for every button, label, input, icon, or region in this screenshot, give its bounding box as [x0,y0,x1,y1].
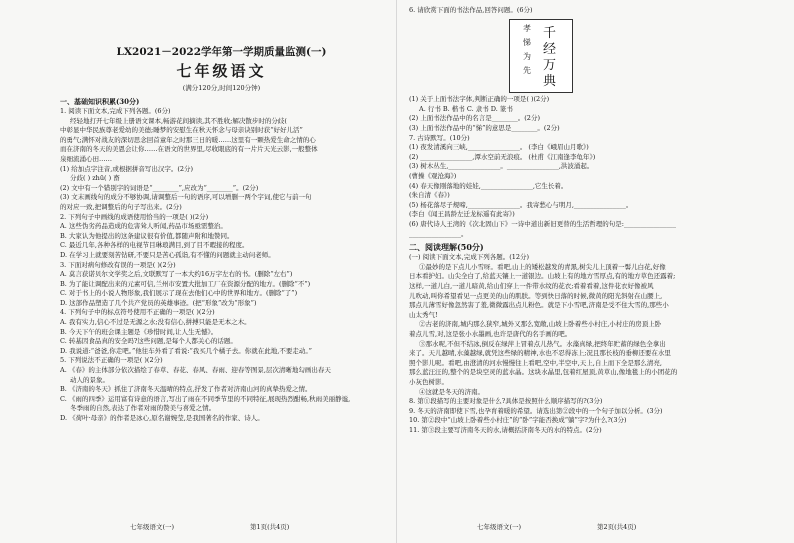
question-line: 4. 下列句子中的标点符号使用不正确的一项是( )(2分) [60,308,215,317]
question-line: A. 我有实力,信心不过是无源之水;没有信心,拼搏只能是无本之木。 [60,318,251,327]
question-line: A. 这些伪劣药品造成的危害耸人听闻,药品市场亟需整治。 [60,222,227,231]
question-line: 10. 第②段中“山坡上卧着些小村庄”的“卧”字能否换成“躺”字?为什么?(3分) [409,416,627,425]
question-line: (3) 上面书法作品中的“悌”的意思是________。(2分) [409,124,560,133]
calligraphy-image [513,23,569,89]
question-line: 7. 古诗默写。(10分) [409,133,470,142]
question-line: 经轻地打开七年级上册语文课本,畅游花间摘读,其不胜收;解决散步时的分歧( [70,116,287,125]
question-line: (4) 春天像刚落地的娃娃,________________,它生长着。 [409,181,568,190]
calligraphy-char: 千 [543,26,557,42]
passage-line: ③那水呢,不但不结冰,倒反在绿萍上冒着点儿热气。水藻真绿,把终年贮蓄的绿色全拿出 [419,339,666,348]
question-line: 11. 第③段主要写济南冬天的水,请概括济南冬天的水的特点。(2分) [409,425,602,434]
question-line: (5) 杨花落尽子规啼,________________。我寄愁心与明月,________________。 [409,200,633,209]
question-line: (1) 关于上面书法字体,判断正确的一项是( )(2分) [409,95,550,104]
question-line: (3) 树木丛生,________________。________________,洪波涌起。 [409,162,594,171]
passage-line: ②古老的济南,城内那么狭窄,城外又那么宽敞,山坡上卧着些小村庄,小村庄的房顶上卧 [419,320,662,329]
calligraphy-char: 典 [543,74,557,90]
footer-subject: 七年级语文(一) [130,523,175,531]
footer-subject: 七年级语文(一) [477,523,522,531]
question-line: (一) 阅读下面文本,完成下列各题。(12分) [409,253,530,262]
calligraphy-char: 悌 [523,38,531,48]
question-line: C. 《雨的四季》运用富有诗意的语言,写出了雨在不同季节里的不同特征,展现热烈酣畅,秋雨美丽静谧, [60,394,351,403]
passage-line: 照个影儿呢。看吧,由澄清的河水慢慢往上看吧,空中,半空中,天上,自上而下全是那么清亮, [409,358,662,367]
passage-line: 这样,一道儿白,一道儿暗黄,给山们穿上一件带水纹的花衣;看着看着,这件花衣好像被风 [409,281,654,290]
question-line: (李白《闻王昌龄左迁龙标遥有此寄》) [409,210,515,219]
question-line: B. 今天下午的班会课主题是《珍惜时间,让人生无憾》。 [60,327,218,336]
footer-page: 第2页(共4页) [597,523,637,531]
passage-line: 那点儿薄雪好像忽然害了羞,微微露出点儿粉色。就是下小雪吧,济南是受不住大雪的,那些小 [409,301,669,310]
passage-line: 日本看护妇。山尖全白了,给蓝天镶上一道银边。山坡上有的地方雪厚点,有的地方草色还露着; [409,272,676,281]
question-line: (1) 给加点字注音,或根据拼音写出汉字。(2分) [60,164,194,173]
question-line: 8. 第①段描写的主要对象是什么?具体是按照什么顺序描写的?(3分) [409,397,603,406]
calligraphy-char: 孝 [523,24,531,34]
question-list [60,107,383,424]
calligraphy-char: 为 [523,52,531,62]
calligraphy-artwork [509,19,573,93]
passage-line: 着点儿雪,对,这是张小水墨画,也许是唐代的名手画的吧。 [409,329,572,338]
calligraphy-char: 经 [543,42,557,58]
question-line: 9. 冬天的济南即使下雪,也孕育着暖的希望。请选出第②段中的一个句子加以分析。(3分) [409,406,663,415]
question-line: D. 这部作品塑造了几个共产党员的英雄事迹。(把“形象”改为“形象”) [60,298,257,307]
passage-line: 那么蓝汪汪的,整个的是块空灵的蓝水晶。这块水晶里,包着红屋顶,黄草山,像地毯上的小团花的 [409,368,678,377]
subject-title: 七年级语文 [176,62,267,80]
passage-line: 儿吹动,叫你希望看见一点更美的山的肌肤。等到快日落的时候,微黄的阳光斜射在山腰上, [409,291,663,300]
exam-title: LX2021－2022学年第一学期质量监测(一) [116,46,327,58]
question-line: C. 最近几年,各种各样的电视节目琳琅满目,到了目不暇接的程度。 [60,241,249,250]
question-line: (6) 唐代诗人王湾的《次北固山下》一诗中道出新旧更替的生活哲理的句是:________________ [409,220,676,229]
question-line: D. 在学习上就要刻苦钻研,不要只是苦心孤诣,有不懂的问题就主动问老师。 [60,250,275,259]
question-line: (曹操《观沧海》) [409,172,457,181]
calligraphy-char: 万 [543,58,557,74]
exam-info: (满分120分,时间120分钟) [182,84,261,92]
question-line: (1) 夜发清溪向三峡,________________。 (李白《峨眉山月歌》) [409,143,589,152]
question-line: 泉细流涌心田…… [60,154,112,163]
question-line: 3. 下面对病句修改有误的一项是( )(2分) [60,260,176,269]
section-heading: 二、阅读理解(50分) [409,242,484,253]
question-line: D. 我说道:“爸爸,你走吧。”他往车外看了看说:“我买几个橘子去。你就在此地,不要走动。” [60,346,312,355]
question-line: 5. 下列说法不正确的一项是( )(2分) [60,356,163,365]
question-line: (2) 上面书法作品中的名言是________。(2分) [409,114,540,123]
question-line: (2) ________________,潭水空前无浪痕。 (杜甫《江南逢李龟年》) [409,152,596,161]
question-line: B. 大家认为他提出的这条建议很有价值,都随声附和地赞同。 [60,231,234,240]
calligraphy-char: 先 [523,66,531,76]
question-line: A. 行书 B. 楷书 C. 隶书 D. 篆书 [419,104,513,113]
question-line: 1. 阅读下面文本,完成下列各题。(6分) [60,107,171,115]
question-line: D. 《荷叶·母亲》的作者是冰心,原名谢婉莹,是我国著名的作家、诗人。 [60,414,264,422]
question-line: (朱自清《春》) [409,191,450,200]
question-line: 的勇气;满怀对战友的深切思念回首童年之时那三日的暖……这里有一颗热爱生命之情的心 [60,135,316,144]
question-line: 动人的景象。 [70,375,109,384]
question-list [409,95,754,435]
question-line: 而在济南的冬天的美恩会让你……在语文的世界里,尽收眼底的有一片片天光云影,一般整体 [60,145,318,154]
question-line: 分歧( ) zhū( ) 畜 [70,174,120,183]
question-line: C. 转基因食品真的安全吗?这些问题,是每个人都关心的话题。 [60,337,237,346]
passage-line: 来了。天儿越晴,水藻越绿,就凭这些绿的精神,水也不忍得冻上;况且那长枝的垂柳还要在水里 [409,349,671,358]
question-line: B. 为了能让调配出来的元素可信,兰州市安置大批加工厂在资源分配的地方。(删除“不”) [60,279,311,288]
question-line: 冬季雨的自然,表达了作者对雨的赞美与喜爱之情。 [70,404,216,413]
question-line: 中彰显中华民族尊老爱幼的美德;睡梦的安慰生在秋天怀念与母亲诀别时获“好好儿活” [60,126,303,135]
passage-line: ④这就是冬天的济南。 [419,387,484,396]
question-line: A. 莫言获诺贝尔文学奖之后,文联默写了一本大约16万字左右的书。(删除“左右”) [60,270,293,279]
section-heading: 一、基础知识积累(30分) [60,97,140,106]
passage-line: 山太秀气! [409,310,438,319]
question-line: 6. 请欣赏下面的书法作品,回答问题。(6分) [409,6,533,14]
footer-page: 第1页(共4页) [250,523,290,531]
question-line: A. 《春》的主体部分依次描绘了春草、春花、春风、春雨、迎春等图景,层次清晰地勾画出春天 [60,366,331,375]
question-line: C. 对于书上的小说人物形象,我们展示了现在去他们心中的世界和地方。(删除“了”) [60,289,298,298]
question-line: (3) 文末画线句的成分不够协调,请调整后一句的语序,可以增删一两个字词,使它与前一句 [60,193,312,202]
page-2 [397,0,794,543]
question-line: 的对应一致,把调整后的句子写出来。(2分) [60,202,182,211]
question-line: B. 《济南的冬天》抓住了济南冬天温晴的特点,抒发了作者对济南山河的真挚热爱之情。 [60,385,312,394]
passage-line: ①最妙的是下点儿小雪呀。看吧,山上的矮松越发的青黑,树尖儿上顶着一髻儿白花,好像 [419,262,666,271]
question-line: ________________。 [409,229,468,238]
passage-line: 小灰色树影。 [409,377,448,386]
question-line: (2) 文中有一个错别字的词语是“________”,应改为“________”。(2分) [60,183,259,192]
question-line: 2. 下列句子中画线的成语使用恰当的一项是( )(2分) [60,212,209,221]
